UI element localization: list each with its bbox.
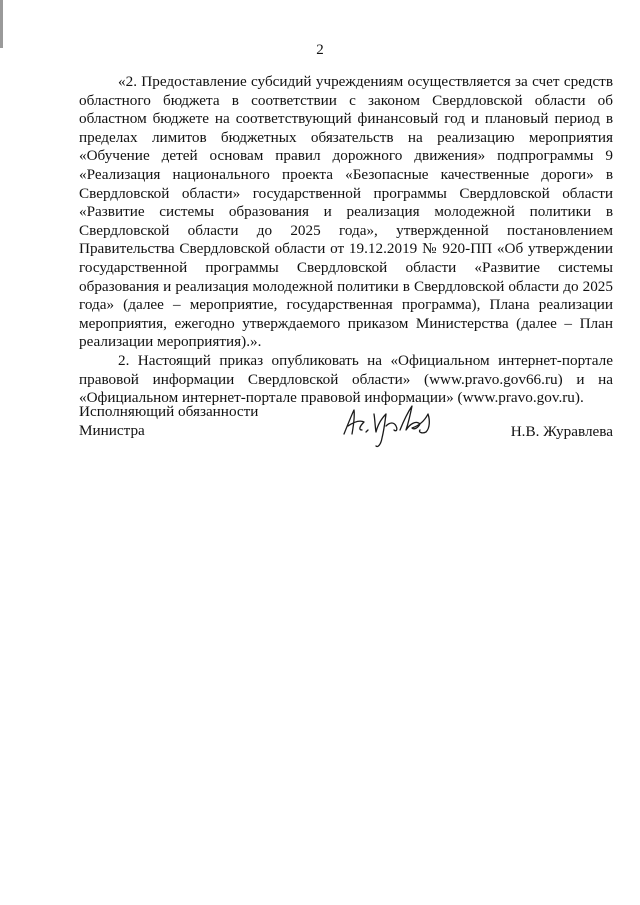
paragraph-publication: 2. Настоящий приказ опубликовать на «Официальном интернет-портале правовой информации Свердловской области» (www.pravo.gov66.ru) и на «Официальном интернет-портале правовой информации» (www.pravo.gov.ru).: [79, 351, 613, 407]
signer-position-line1: Исполняющий обязанности: [79, 403, 259, 420]
signer-position-line2: Министра: [79, 421, 145, 439]
page-number: 2: [316, 42, 324, 58]
document-body: [79, 73, 613, 408]
paragraph-subsidies: «2. Предоставление субсидий учреждениям осуществляется за счет средств областного бюджета в соответствии с законом Свердловской области об областном бюджете на соответствующий финансовый год и плановый период в пределах лимитов бюджетных обязательств на реализацию мероприятия «Обучение детей основам правил дорожного движения» подпрограммы 9 «Реализация национального проекта «Безопасные качественные дороги» в Свердловской области» государственной программы Свердловской области «Развитие системы образования и реализация молодежной политики в Свердловской области до 2025 года», утвержденной постановлением Правительства Свердловской области от 19.12.2019 № 920-ПП «Об утверждении государственной программы Свердловской области «Развитие системы образования и реализация молодежной политики в Свердловской области до 2025 года» (далее – мероприятие, государственная программа), Плана реализации мероприятия, ежегодно утверждаемого приказом Министерства (далее – План реализации мероприятия).».: [79, 73, 613, 351]
signer-name: Н.В. Журавлева: [510, 423, 613, 440]
handwritten-signature: [340, 400, 440, 450]
page-edge-mark: [0, 0, 3, 48]
signer-position: [79, 403, 258, 440]
